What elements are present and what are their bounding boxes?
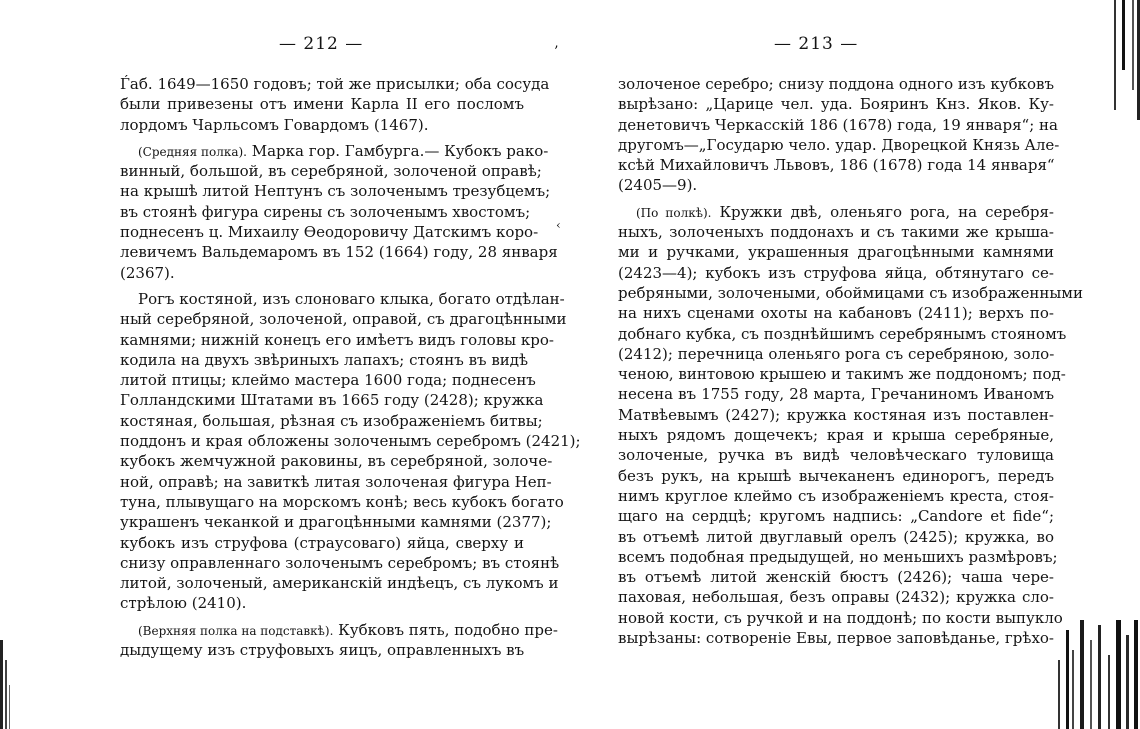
text-line <box>618 344 1054 364</box>
text-line <box>618 364 1066 384</box>
text-line <box>120 161 542 181</box>
line-text: камнями; нижній конецъ его имѣетъ видъ головы кро- <box>120 330 554 349</box>
line-text: вырѣзано: „Царице чел. уда. Бояринъ Кнз. Яков. Ку- <box>618 95 1054 114</box>
text-line <box>120 390 544 410</box>
line-text: щаго на сердцѣ; кругомъ надпись: „Candore et fide“; <box>618 507 1054 526</box>
line-text: (2423—4); кубокъ изъ струфова яйца, обтянутаго се- <box>618 263 1054 282</box>
gutter-dot: ‹ <box>556 218 561 232</box>
line-text: (2412); перечница оленьяго рога съ серебряною, золо- <box>618 344 1055 363</box>
text-line <box>120 222 539 242</box>
text-line <box>120 512 552 532</box>
line-text: лордомъ Чарльсомъ Говардомъ (1467). <box>120 115 429 134</box>
scan-edge-right-bottom <box>1050 620 1140 729</box>
line-text: другомъ—„Государю чело. удар. Дворецкой Князь Але- <box>618 135 1060 154</box>
text-line <box>618 405 1054 425</box>
line-text: золоченое серебро; снизу поддона одного изъ кубковъ <box>618 75 1054 93</box>
line-text: ныхъ, золоченыхъ поддонахъ и съ такими же крыша- <box>618 223 1054 242</box>
text-line <box>120 115 524 135</box>
text-line <box>618 527 1054 547</box>
text-line <box>120 289 565 309</box>
line-text: денетовичъ Черкасскій 186 (1678) года, 19 января“; на <box>618 115 1058 134</box>
line-text: паховая, небольшая, безъ оправы (2432); кружка сло- <box>618 588 1054 607</box>
line-text: Рогъ костяной, изъ слоноваго клыка, богато отдѣлан- <box>138 289 565 308</box>
text-line <box>618 466 1054 486</box>
gutter-mark: ’ <box>554 44 559 60</box>
line-text: были привезены отъ имени Карла II его посломъ <box>120 95 524 114</box>
shelf-label: (Верхняя полка на подставкѣ). <box>138 623 334 638</box>
text-line <box>120 94 524 114</box>
line-text: Кружки двѣ, оленьяго рога, на серебря- <box>711 202 1055 221</box>
text-line <box>618 445 1054 465</box>
text-line <box>120 640 524 660</box>
text-line <box>120 573 559 593</box>
text-line <box>618 222 1054 242</box>
text-line <box>618 587 1054 607</box>
line-text: ченою, винтовою крышею и такимъ же поддономъ; под- <box>618 365 1066 384</box>
text-line <box>618 547 1058 567</box>
page-number-right: — 213 — <box>774 34 859 54</box>
line-text: Марка гор. Гамбурга.— Кубокъ рако- <box>246 141 549 160</box>
text-line <box>618 324 1067 344</box>
text-line <box>120 472 552 492</box>
text-line <box>618 115 1058 135</box>
text-line <box>120 411 543 431</box>
line-text: ребряными, золочеными, обоймицами съ изображенными <box>618 283 1083 302</box>
line-text: ксѣй Михайловичъ Львовъ, 186 (1678) года 14 января“ <box>618 156 1055 175</box>
line-text: новой кости, съ ручкой и на поддонѣ; по кости выпукло <box>618 608 1063 627</box>
line-text: на крышѣ литой Нептунъ съ золоченымъ трезубцемъ; <box>120 182 551 201</box>
text-line <box>618 135 1060 155</box>
line-text: Ѓаб. 1649—1650 годовъ; той же присылки; оба сосуда <box>120 75 550 93</box>
text-line <box>618 384 1054 404</box>
line-text: снизу оправленнаго золоченымъ серебромъ; въ стоянѣ <box>120 553 560 572</box>
line-text: кубокъ изъ струфова (страусоваго) яйца, сверху и <box>120 533 524 552</box>
text-line <box>618 74 1054 94</box>
line-text: добнаго кубка, съ позднѣйшимъ серебрянымъ стояномъ <box>618 324 1067 343</box>
line-text: ный серебряной, золоченой, оправой, съ драгоцѣнными <box>120 310 567 329</box>
line-text: левичемъ Вальдемаромъ въ 152 (1664) году, 28 января <box>120 243 558 262</box>
text-line <box>120 330 554 350</box>
line-text: (2367). <box>120 263 175 282</box>
line-text: ной, оправѣ; на завиткѣ литая золоченая фигура Неп- <box>120 472 552 491</box>
text-line <box>120 553 560 573</box>
scan-edge-left <box>0 630 14 729</box>
line-text: дыдущему изъ струфовыхъ яицъ, оправленныхъ въ <box>120 641 525 660</box>
text-line <box>618 263 1054 283</box>
line-text: нимъ круглое клеймо съ изображеніемъ креста, стоя- <box>618 486 1054 505</box>
line-text: въ отъемѣ литой женскій бюстъ (2426); чаша чере- <box>618 568 1054 587</box>
text-line <box>120 181 551 201</box>
line-text: Матвѣевымъ (2427); кружка костяная изъ поставлен- <box>618 405 1054 424</box>
text-line <box>120 242 558 262</box>
text-line <box>120 370 536 390</box>
text-line <box>618 155 1054 175</box>
line-text: кодила на двухъ звѣриныхъ лапахъ; стоянъ въ видѣ <box>120 350 529 369</box>
text-line <box>120 593 524 613</box>
text-line <box>618 628 1054 648</box>
line-text: Кубковъ пять, подобно пре- <box>333 620 558 639</box>
text-line <box>618 567 1054 587</box>
text-line <box>618 486 1054 506</box>
line-text: золоченые, ручка въ видѣ человѣческаго туловища <box>618 446 1054 465</box>
line-text: винный, большой, въ серебряной, золоченой оправѣ; <box>120 162 542 181</box>
text-line <box>618 506 1054 526</box>
line-text: на нихъ сценами охоты на кабановъ (2411); верхъ по- <box>618 304 1054 323</box>
scan-edge-right-top <box>1108 0 1140 120</box>
text-line <box>618 242 1054 262</box>
text-line <box>618 303 1054 323</box>
line-text: въ стоянѣ фигура сирены съ золоченымъ хвостомъ; <box>120 202 531 221</box>
text-line <box>120 309 567 329</box>
line-text: литой птицы; клеймо мастера 1600 года; поднесенъ <box>120 371 536 390</box>
line-text: вырѣзаны: сотвореніе Евы, первое заповѣданье, грѣхо- <box>618 629 1054 648</box>
line-text: поддонъ и края обложены золоченымъ серебромъ (2421); <box>120 432 581 451</box>
text-line <box>120 620 558 640</box>
line-text: безъ рукъ, на крышѣ вычеканенъ единорогъ, передъ <box>618 466 1054 485</box>
line-text: ми и ручками, украшенныя драгоцѣнными камнями <box>618 243 1054 262</box>
text-line <box>618 94 1054 114</box>
line-text: (2405—9). <box>618 176 698 195</box>
text-line <box>120 202 531 222</box>
left-page-text <box>120 74 581 660</box>
text-line <box>618 608 1063 628</box>
line-text: туна, плывущаго на морскомъ конѣ; весь кубокъ богато <box>120 492 564 511</box>
line-text: костяная, большая, рѣзная съ изображеніемъ битвы; <box>120 411 543 430</box>
line-text: въ отъемѣ литой двуглавый орелъ (2425); кружка, во <box>618 527 1054 546</box>
right-page-text <box>618 74 1083 648</box>
line-text: несена въ 1755 году, 28 марта, Гречаниномъ Иваномъ <box>618 385 1054 404</box>
text-line <box>120 350 529 370</box>
line-text: стрѣлою (2410). <box>120 594 247 613</box>
text-line <box>120 492 564 512</box>
text-line <box>120 263 524 283</box>
line-text: ныхъ рядомъ дощечекъ; края и крыша серебряные, <box>618 426 1054 445</box>
text-line <box>120 141 549 161</box>
line-text: Голландскими Штатами въ 1665 году (2428); кружка <box>120 391 544 410</box>
line-text: всемъ подобная предыдущей, но меньшихъ размѣровъ; <box>618 547 1058 566</box>
text-line <box>618 425 1054 445</box>
text-line <box>120 74 550 94</box>
text-line <box>120 431 581 451</box>
text-line <box>120 451 553 471</box>
line-text: поднесенъ ц. Михаилу Ѳеодоровичу Датскимъ коро- <box>120 223 539 242</box>
shelf-label: (По полкѣ). <box>636 205 712 220</box>
line-text: литой, золоченый, американскій индѣецъ, съ лукомъ и <box>120 574 559 593</box>
text-line <box>618 283 1083 303</box>
shelf-label: (Средняя полка). <box>138 144 247 159</box>
line-text: украшенъ чеканкой и драгоцѣнными камнями (2377); <box>120 513 552 532</box>
line-text: кубокъ жемчужной раковины, въ серебряной, золоче- <box>120 452 553 471</box>
text-line <box>618 202 1054 222</box>
text-line <box>618 175 1054 195</box>
page-number-left: — 212 — <box>279 34 364 54</box>
text-line <box>120 533 524 553</box>
